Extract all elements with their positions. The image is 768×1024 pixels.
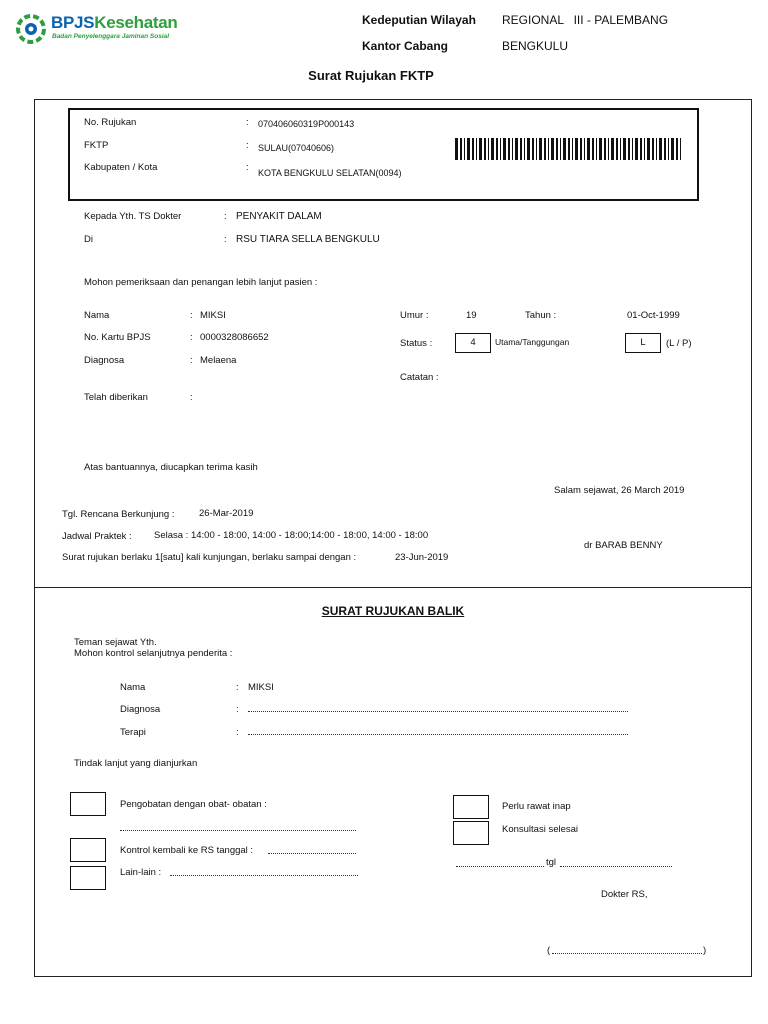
medication-line[interactable]: [120, 830, 356, 831]
followup-label: Tindak lanjut yang dianjurkan: [74, 758, 198, 769]
branch-value: BENGKULU: [502, 39, 569, 53]
back-name-value: MIKSI: [248, 682, 274, 693]
age-label: Umur :: [400, 310, 429, 321]
schedule-label: Jadwal Praktek :: [62, 531, 132, 542]
visit-plan-label: Tgl. Rencana Berkunjung :: [62, 509, 175, 520]
doctor-to-value: PENYAKIT DALAM: [236, 211, 322, 222]
place-line[interactable]: [456, 866, 544, 867]
back-title: SURAT RUJUKAN BALIK: [321, 604, 465, 618]
referral-no-value: 070406060319P000143: [258, 119, 355, 129]
request-text: Mohon pemeriksaan dan penangan lebih lanjut pasien :: [84, 277, 318, 288]
bpjs-emblem-icon: [16, 14, 46, 44]
referral-no-label: No. Rujukan: [84, 117, 137, 128]
brand-suffix: Kesehatan: [94, 13, 178, 32]
regards-text: Salam sejawat, 26 March 2019: [554, 485, 685, 496]
opt-control: Kontrol kembali ke RS tanggal :: [120, 845, 254, 856]
date-sep: tgl: [546, 857, 557, 868]
sign-open: (: [547, 945, 551, 956]
deputy-value: REGIONAL III - PALEMBANG: [502, 13, 669, 27]
sex-box: [625, 333, 661, 353]
year-label: Tahun :: [525, 310, 557, 321]
deputy-label: Kedeputian Wilayah: [362, 13, 476, 27]
checkbox-inpatient[interactable]: [453, 795, 489, 819]
bpjs-logo: [16, 13, 196, 47]
status-value: 4: [470, 337, 476, 348]
visit-plan-value: 26-Mar-2019: [199, 508, 254, 519]
colon: :: [190, 392, 193, 403]
opt-inpatient: Perlu rawat inap: [502, 801, 571, 812]
back-therapy-line[interactable]: [248, 734, 628, 735]
sex-value: L: [640, 337, 646, 348]
checkbox-control[interactable]: [70, 838, 106, 862]
colon: :: [236, 682, 239, 693]
back-therapy-label: Terapi: [120, 727, 146, 738]
doctor-to-label: Kepada Yth. TS Dokter: [84, 211, 182, 222]
doctor-rs-label: Dokter RS,: [601, 889, 648, 900]
fktp-label: FKTP: [84, 140, 109, 151]
page-title: Surat Rujukan FKTP: [308, 68, 434, 83]
dob-value: 01-Oct-1999: [627, 310, 680, 321]
back-name-label: Nama: [120, 682, 146, 693]
barcode-icon: [455, 138, 685, 160]
other-line[interactable]: [170, 875, 358, 876]
checkbox-other[interactable]: [70, 866, 106, 890]
kab-value: KOTA BENGKULU SELATAN(0094): [258, 168, 402, 178]
brand-tagline: Badan Penyelenggara Jaminan Sosial: [52, 33, 170, 40]
colon: :: [224, 234, 227, 245]
validity-text: Surat rujukan berlaku 1[satu] kali kunjungan, berlaku sampai dengan :: [62, 552, 357, 563]
diagnosis-label: Diagnosa: [84, 355, 125, 366]
validity-date: 23-Jun-2019: [395, 552, 449, 563]
colon: :: [190, 310, 193, 321]
opt-other: Lain-lain :: [120, 867, 162, 878]
greet-line-1: Teman sejawat Yth.: [74, 637, 157, 648]
hospital-value: RSU TIARA SELLA BENGKULU: [236, 234, 380, 245]
control-date-line[interactable]: [268, 853, 356, 854]
colon: :: [246, 117, 249, 128]
colon: :: [236, 727, 239, 738]
card-value: 0000328086652: [200, 332, 269, 343]
status-label: Status :: [400, 338, 433, 349]
greet-line-2: Mohon kontrol selanjutnya penderita :: [74, 648, 233, 659]
colon: :: [190, 332, 193, 343]
status-desc: Utama/Tanggungan: [495, 337, 570, 347]
patient-name-label: Nama: [84, 310, 110, 321]
colon: :: [236, 704, 239, 715]
sign-close: ): [703, 945, 707, 956]
colon: :: [246, 162, 249, 173]
doctor-name: dr BARAB BENNY: [584, 540, 663, 551]
diagnosis-value: Melaena: [200, 355, 237, 366]
schedule-value: Selasa : 14:00 - 18:00, 14:00 - 18:00;14:00 - 18:00, 14:00 - 18:00: [154, 530, 429, 541]
opt-medication: Pengobatan dengan obat- obatan :: [120, 799, 267, 810]
status-box: [455, 333, 491, 353]
brand-name: BPJS: [51, 13, 95, 32]
checkbox-medication[interactable]: [70, 792, 106, 816]
kab-label: Kabupaten / Kota: [84, 162, 158, 173]
colon: :: [246, 140, 249, 151]
section-divider: [34, 587, 752, 588]
notes-label: Catatan :: [400, 372, 439, 383]
given-label: Telah diberikan: [84, 392, 148, 403]
back-diag-label: Diagnosa: [120, 704, 161, 715]
hospital-label: Di: [84, 234, 93, 245]
sex-desc: (L / P): [666, 338, 692, 349]
fktp-value: SULAU(07040606): [258, 143, 335, 153]
card-label: No. Kartu BPJS: [84, 332, 151, 343]
age-value: 19: [466, 310, 477, 321]
patient-name-value: MIKSI: [200, 310, 226, 321]
branch-label: Kantor Cabang: [362, 39, 449, 53]
colon: :: [190, 355, 193, 366]
checkbox-consult-done[interactable]: [453, 821, 489, 845]
colon: :: [224, 211, 227, 222]
signature-line[interactable]: [552, 953, 702, 954]
date-line[interactable]: [560, 866, 672, 867]
opt-consult-done: Konsultasi selesai: [502, 824, 579, 835]
back-diag-line[interactable]: [248, 711, 628, 712]
thanks-text: Atas bantuannya, diucapkan terima kasih: [84, 462, 258, 473]
